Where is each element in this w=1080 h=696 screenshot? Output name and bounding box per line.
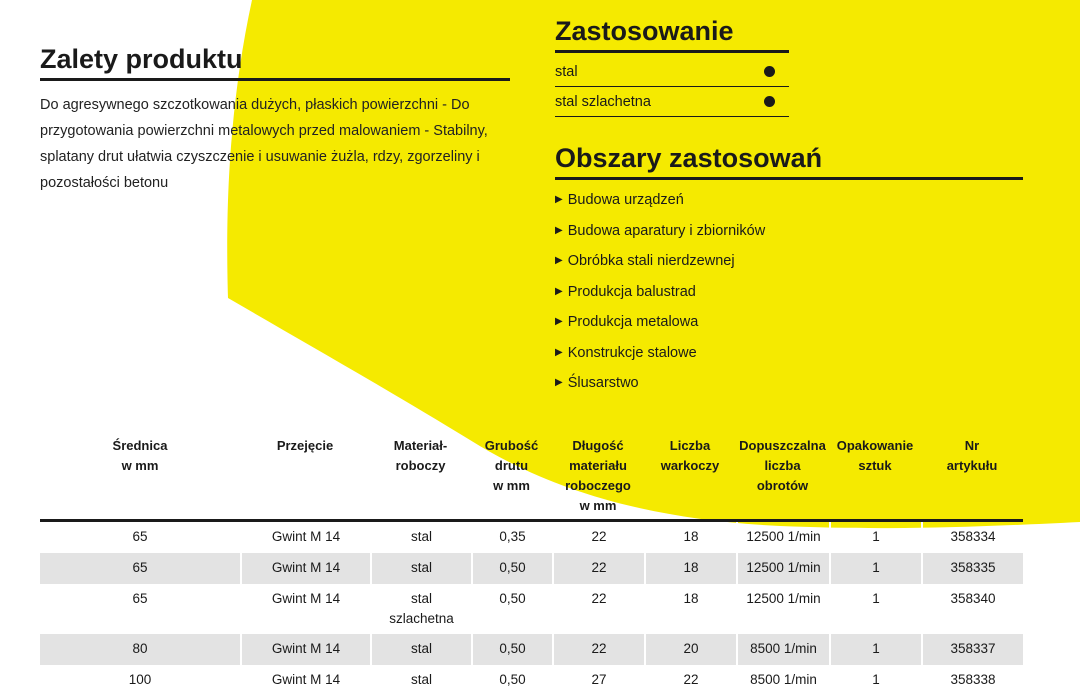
triangle-right-icon: ▶ (555, 194, 563, 206)
application-row (555, 57, 789, 87)
cell-mount: Gwint M 14 (240, 665, 370, 696)
cell-material: stal (370, 665, 471, 696)
cell-diameter: 65 (132, 591, 148, 606)
triangle-right-icon: ▶ (555, 224, 563, 236)
cell-trim-length: 22 (552, 522, 644, 553)
cell-article-no: 358337 (921, 634, 1023, 665)
cell-material: stal (370, 634, 471, 665)
header-mount: Przejęcie (276, 438, 334, 453)
area-label: Budowa aparatury i zbiorników (567, 222, 766, 239)
header-material: Materiał- roboczy (393, 438, 448, 473)
triangle-right-icon: ▶ (555, 377, 563, 389)
product-table (40, 436, 1023, 696)
cell-material: stal (370, 522, 471, 553)
areas-list (555, 185, 765, 399)
cell-article-no: 358334 (921, 522, 1023, 553)
cell-article-no: 358338 (921, 665, 1023, 696)
area-item (555, 185, 765, 216)
area-label: Konstrukcje stalowe (567, 344, 697, 361)
area-item (555, 368, 765, 399)
cell-max-rpm: 8500 1/min (736, 665, 829, 696)
cell-package: 1 (829, 553, 921, 584)
cell-article-no: 358340 (921, 584, 1023, 634)
filled-dot-icon (764, 66, 775, 77)
header-diameter: Średnica w mm (112, 438, 168, 473)
cell-mount: Gwint M 14 (240, 584, 370, 634)
cell-knot-count: 18 (644, 584, 736, 634)
area-label: Ślusarstwo (567, 375, 639, 392)
application-label: stal (555, 63, 578, 80)
table-row (40, 665, 1023, 696)
cell-mount: Gwint M 14 (240, 522, 370, 553)
cell-mount: Gwint M 14 (240, 553, 370, 584)
cell-diameter: 65 (132, 560, 148, 575)
cell-wire-thickness: 0,50 (471, 665, 552, 696)
cell-knot-count: 18 (644, 553, 736, 584)
cell-wire-thickness: 0,50 (471, 634, 552, 665)
triangle-right-icon: ▶ (555, 255, 563, 267)
application-title: Zastosowanie (555, 14, 789, 53)
filled-dot-icon (764, 96, 775, 107)
header-article-no: Nr artykułu (946, 438, 998, 473)
cell-knot-count: 22 (644, 665, 736, 696)
header-wire-thickness: Grubość drutu w mm (484, 438, 539, 493)
table-header (40, 436, 1023, 519)
cell-diameter: 100 (128, 672, 152, 687)
cell-trim-length: 22 (552, 553, 644, 584)
table-row (40, 522, 1023, 553)
cell-material: stal szlachetna (370, 584, 471, 634)
area-label: Produkcja metalowa (567, 314, 699, 331)
area-label: Budowa urządzeń (567, 192, 684, 209)
cell-mount: Gwint M 14 (240, 634, 370, 665)
cell-max-rpm: 8500 1/min (736, 634, 829, 665)
cell-article-no: 358335 (921, 553, 1023, 584)
triangle-right-icon: ▶ (555, 346, 563, 358)
table-row (40, 553, 1023, 584)
area-label: Obróbka stali nierdzewnej (567, 253, 735, 270)
cell-material: stal (370, 553, 471, 584)
table-row (40, 634, 1023, 665)
cell-wire-thickness: 0,50 (471, 553, 552, 584)
cell-knot-count: 20 (644, 634, 736, 665)
cell-diameter: 80 (132, 641, 148, 656)
area-item (555, 277, 765, 308)
cell-package: 1 (829, 522, 921, 553)
header-trim-length: Długość materiału roboczego w mm (565, 438, 631, 513)
header-package: Opakowanie sztuk (836, 438, 914, 473)
area-label: Produkcja balustrad (567, 283, 696, 300)
areas-title: Obszary zastosowań (555, 141, 1023, 180)
cell-trim-length: 27 (552, 665, 644, 696)
cell-max-rpm: 12500 1/min (736, 553, 829, 584)
area-item (555, 307, 765, 338)
area-item (555, 216, 765, 247)
application-label: stal szlachetna (555, 93, 651, 110)
cell-package: 1 (829, 634, 921, 665)
triangle-right-icon: ▶ (555, 285, 563, 297)
cell-wire-thickness: 0,50 (471, 584, 552, 634)
advantages-title: Zalety produktu (40, 43, 510, 81)
application-row (555, 87, 789, 117)
cell-max-rpm: 12500 1/min (736, 522, 829, 553)
table-row (40, 584, 1023, 634)
area-item (555, 338, 765, 369)
header-max-rpm: Dopuszczalna liczba obrotów (739, 438, 826, 493)
cell-package: 1 (829, 665, 921, 696)
advantages-text: Do agresywnego szczotkowania dużych, płaskich powierzchni - Do przygotowania powierzchni metalowych przed malowaniem - Stabilny, splatany drut ułatwia czyszczenie i usuwanie żużla, rdzy, zgorzeliny i pozostałości betonu (40, 97, 488, 191)
cell-max-rpm: 12500 1/min (736, 584, 829, 634)
triangle-right-icon: ▶ (555, 316, 563, 328)
cell-trim-length: 22 (552, 584, 644, 634)
cell-wire-thickness: 0,35 (471, 522, 552, 553)
cell-diameter: 65 (132, 529, 148, 544)
cell-package: 1 (829, 584, 921, 634)
cell-trim-length: 22 (552, 634, 644, 665)
cell-knot-count: 18 (644, 522, 736, 553)
area-item (555, 246, 765, 277)
application-list (555, 57, 789, 117)
header-knot-count: Liczba warkoczy (660, 438, 720, 473)
